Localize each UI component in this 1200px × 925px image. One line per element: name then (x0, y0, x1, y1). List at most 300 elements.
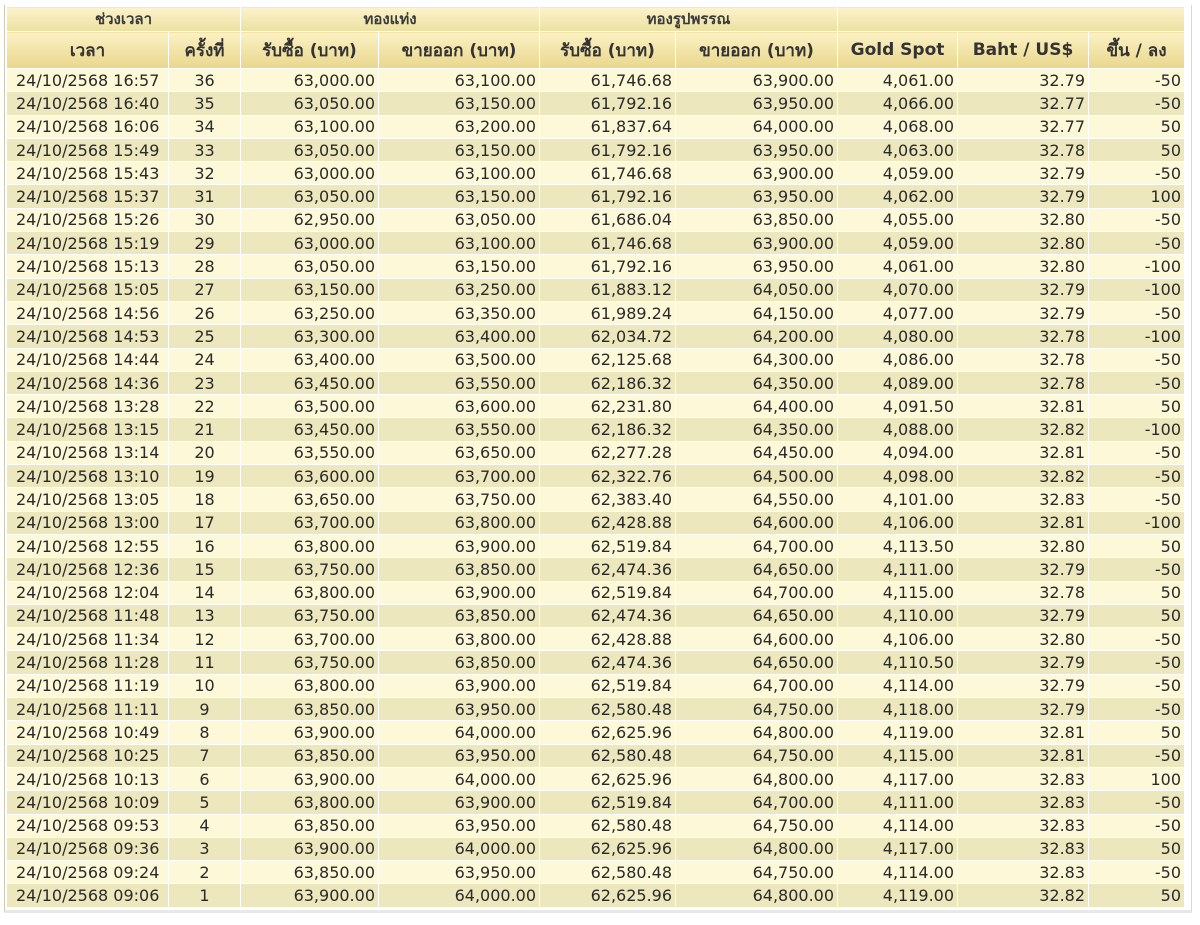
cell-time: 24/10/2568 09:36 (7, 837, 169, 860)
cell-ornament-sell: 64,800.00 (676, 767, 838, 790)
table-row (7, 115, 1185, 138)
cell-bar-sell: 63,600.00 (379, 395, 540, 418)
cell-bar-sell: 63,800.00 (379, 628, 540, 651)
cell-ornament-sell: 64,700.00 (676, 674, 838, 697)
cell-time: 24/10/2568 11:48 (7, 604, 169, 627)
cell-time: 24/10/2568 15:13 (7, 255, 169, 278)
cell-time: 24/10/2568 15:43 (7, 162, 169, 185)
cell-ornament-sell: 64,300.00 (676, 348, 838, 371)
cell-time: 24/10/2568 09:24 (7, 861, 169, 884)
cell-ornament-sell: 64,350.00 (676, 371, 838, 394)
cell-gold-spot: 4,080.00 (838, 325, 958, 348)
cell-bar-sell: 63,950.00 (379, 814, 540, 837)
header-group-row (7, 7, 1185, 32)
cell-bar-buy: 63,450.00 (241, 371, 379, 394)
cell-ornament-buy: 61,837.64 (540, 115, 676, 138)
cell-change: -100 (1089, 325, 1185, 348)
cell-round: 32 (169, 162, 241, 185)
cell-round: 17 (169, 511, 241, 534)
cell-bar-buy: 63,750.00 (241, 558, 379, 581)
cell-bar-sell: 63,350.00 (379, 301, 540, 324)
cell-gold-spot: 4,111.00 (838, 558, 958, 581)
cell-ornament-buy: 62,428.88 (540, 628, 676, 651)
cell-ornament-sell: 64,800.00 (676, 884, 838, 907)
cell-gold-spot: 4,106.00 (838, 511, 958, 534)
cell-time: 24/10/2568 10:49 (7, 721, 169, 744)
cell-gold-spot: 4,117.00 (838, 767, 958, 790)
cell-bar-buy: 63,750.00 (241, 604, 379, 627)
cell-ornament-buy: 62,580.48 (540, 698, 676, 721)
cell-ornament-sell: 64,600.00 (676, 628, 838, 651)
cell-round: 19 (169, 465, 241, 488)
cell-bar-buy: 63,150.00 (241, 278, 379, 301)
cell-ornament-buy: 61,989.24 (540, 301, 676, 324)
cell-ornament-buy: 62,125.68 (540, 348, 676, 371)
cell-bar-sell: 63,550.00 (379, 418, 540, 441)
header-group-time: ช่วงเวลา (7, 7, 241, 32)
cell-bar-sell: 63,900.00 (379, 581, 540, 604)
cell-ornament-sell: 63,950.00 (676, 255, 838, 278)
cell-change: 50 (1089, 604, 1185, 627)
cell-baht-usd: 32.78 (958, 348, 1089, 371)
cell-bar-sell: 63,950.00 (379, 698, 540, 721)
cell-round: 9 (169, 698, 241, 721)
cell-time: 24/10/2568 12:55 (7, 534, 169, 557)
cell-bar-sell: 63,400.00 (379, 325, 540, 348)
table-row (7, 837, 1185, 860)
table-row (7, 674, 1185, 697)
cell-round: 36 (169, 69, 241, 92)
cell-ornament-sell: 64,150.00 (676, 301, 838, 324)
cell-baht-usd: 32.78 (958, 371, 1089, 394)
cell-ornament-sell: 64,800.00 (676, 837, 838, 860)
cell-ornament-sell: 63,900.00 (676, 232, 838, 255)
cell-bar-buy: 63,850.00 (241, 698, 379, 721)
cell-gold-spot: 4,119.00 (838, 721, 958, 744)
cell-bar-sell: 64,000.00 (379, 767, 540, 790)
cell-bar-sell: 64,000.00 (379, 837, 540, 860)
cell-bar-sell: 63,250.00 (379, 278, 540, 301)
cell-round: 1 (169, 884, 241, 907)
cell-ornament-buy: 62,519.84 (540, 674, 676, 697)
table-row (7, 558, 1185, 581)
cell-gold-spot: 4,061.00 (838, 255, 958, 278)
cell-gold-spot: 4,077.00 (838, 301, 958, 324)
cell-change: -50 (1089, 698, 1185, 721)
cell-bar-buy: 63,300.00 (241, 325, 379, 348)
table-row (7, 534, 1185, 557)
table-row (7, 162, 1185, 185)
cell-change: -50 (1089, 371, 1185, 394)
cell-change: 50 (1089, 721, 1185, 744)
cell-gold-spot: 4,089.00 (838, 371, 958, 394)
cell-bar-buy: 63,900.00 (241, 837, 379, 860)
cell-round: 31 (169, 185, 241, 208)
cell-ornament-buy: 62,383.40 (540, 488, 676, 511)
cell-baht-usd: 32.80 (958, 208, 1089, 231)
cell-baht-usd: 32.79 (958, 558, 1089, 581)
cell-baht-usd: 32.82 (958, 884, 1089, 907)
cell-baht-usd: 32.79 (958, 278, 1089, 301)
cell-ornament-sell: 64,450.00 (676, 441, 838, 464)
cell-ornament-sell: 64,400.00 (676, 395, 838, 418)
cell-baht-usd: 32.78 (958, 325, 1089, 348)
cell-bar-sell: 63,850.00 (379, 604, 540, 627)
cell-time: 24/10/2568 10:13 (7, 767, 169, 790)
cell-ornament-sell: 63,950.00 (676, 138, 838, 161)
cell-time: 24/10/2568 15:37 (7, 185, 169, 208)
header-column-row (7, 32, 1185, 69)
cell-change: -50 (1089, 232, 1185, 255)
cell-round: 6 (169, 767, 241, 790)
cell-round: 5 (169, 791, 241, 814)
cell-bar-buy: 63,650.00 (241, 488, 379, 511)
header-ornament-buy: รับซื้อ (บาท) (540, 32, 676, 69)
cell-baht-usd: 32.79 (958, 69, 1089, 92)
cell-ornament-buy: 62,519.84 (540, 581, 676, 604)
cell-bar-sell: 63,500.00 (379, 348, 540, 371)
cell-round: 24 (169, 348, 241, 371)
cell-time: 24/10/2568 15:19 (7, 232, 169, 255)
cell-bar-buy: 63,850.00 (241, 814, 379, 837)
cell-bar-sell: 63,850.00 (379, 558, 540, 581)
cell-bar-buy: 63,050.00 (241, 185, 379, 208)
cell-change: -50 (1089, 628, 1185, 651)
cell-gold-spot: 4,059.00 (838, 232, 958, 255)
cell-change: -100 (1089, 511, 1185, 534)
cell-bar-sell: 63,100.00 (379, 232, 540, 255)
cell-ornament-sell: 63,900.00 (676, 162, 838, 185)
cell-ornament-buy: 62,231.80 (540, 395, 676, 418)
cell-round: 28 (169, 255, 241, 278)
cell-change: -50 (1089, 674, 1185, 697)
cell-gold-spot: 4,068.00 (838, 115, 958, 138)
cell-change: -100 (1089, 418, 1185, 441)
cell-time: 24/10/2568 15:26 (7, 208, 169, 231)
table-row (7, 488, 1185, 511)
table-row (7, 301, 1185, 324)
cell-time: 24/10/2568 13:14 (7, 441, 169, 464)
cell-round: 27 (169, 278, 241, 301)
cell-time: 24/10/2568 14:53 (7, 325, 169, 348)
cell-change: -50 (1089, 558, 1185, 581)
cell-bar-sell: 63,950.00 (379, 744, 540, 767)
cell-gold-spot: 4,117.00 (838, 837, 958, 860)
cell-time: 24/10/2568 16:06 (7, 115, 169, 138)
cell-round: 20 (169, 441, 241, 464)
cell-bar-sell: 63,150.00 (379, 92, 540, 115)
cell-bar-buy: 63,000.00 (241, 162, 379, 185)
cell-ornament-sell: 64,000.00 (676, 115, 838, 138)
cell-gold-spot: 4,113.50 (838, 534, 958, 557)
cell-baht-usd: 32.82 (958, 465, 1089, 488)
table-row (7, 371, 1185, 394)
table-row (7, 651, 1185, 674)
cell-time: 24/10/2568 11:19 (7, 674, 169, 697)
cell-baht-usd: 32.79 (958, 651, 1089, 674)
cell-time: 24/10/2568 13:00 (7, 511, 169, 534)
table-row (7, 232, 1185, 255)
cell-bar-sell: 63,150.00 (379, 185, 540, 208)
cell-bar-buy: 62,950.00 (241, 208, 379, 231)
cell-gold-spot: 4,114.00 (838, 674, 958, 697)
table-row (7, 208, 1185, 231)
header-ornament-sell: ขายออก (บาท) (676, 32, 838, 69)
cell-bar-buy: 63,700.00 (241, 511, 379, 534)
cell-bar-buy: 63,700.00 (241, 628, 379, 651)
cell-change: 50 (1089, 884, 1185, 907)
cell-time: 24/10/2568 15:05 (7, 278, 169, 301)
cell-bar-buy: 63,850.00 (241, 861, 379, 884)
header-gold-spot: Gold Spot (838, 32, 958, 69)
table-row (7, 698, 1185, 721)
cell-baht-usd: 32.81 (958, 441, 1089, 464)
cell-round: 21 (169, 418, 241, 441)
cell-gold-spot: 4,114.00 (838, 814, 958, 837)
cell-change: 50 (1089, 138, 1185, 161)
cell-change: -50 (1089, 651, 1185, 674)
cell-change: -50 (1089, 162, 1185, 185)
cell-gold-spot: 4,091.50 (838, 395, 958, 418)
cell-bar-buy: 63,600.00 (241, 465, 379, 488)
cell-gold-spot: 4,115.00 (838, 744, 958, 767)
cell-bar-sell: 63,900.00 (379, 674, 540, 697)
cell-change: -50 (1089, 814, 1185, 837)
cell-ornament-sell: 64,750.00 (676, 698, 838, 721)
header-group-gold-bar: ทองแท่ง (241, 7, 540, 32)
cell-ornament-buy: 62,519.84 (540, 791, 676, 814)
cell-ornament-buy: 62,625.96 (540, 837, 676, 860)
table-row (7, 581, 1185, 604)
cell-time: 24/10/2568 09:53 (7, 814, 169, 837)
cell-ornament-sell: 64,050.00 (676, 278, 838, 301)
cell-change: 50 (1089, 837, 1185, 860)
table-row (7, 278, 1185, 301)
cell-gold-spot: 4,111.00 (838, 791, 958, 814)
cell-ornament-buy: 61,746.68 (540, 232, 676, 255)
cell-time: 24/10/2568 16:57 (7, 69, 169, 92)
cell-round: 25 (169, 325, 241, 348)
cell-baht-usd: 32.81 (958, 744, 1089, 767)
cell-bar-sell: 63,800.00 (379, 511, 540, 534)
cell-bar-sell: 63,150.00 (379, 255, 540, 278)
cell-baht-usd: 32.80 (958, 534, 1089, 557)
cell-ornament-sell: 64,550.00 (676, 488, 838, 511)
table-row (7, 348, 1185, 371)
cell-ornament-buy: 62,625.96 (540, 767, 676, 790)
cell-round: 13 (169, 604, 241, 627)
cell-change: 100 (1089, 767, 1185, 790)
header-time: เวลา (7, 32, 169, 69)
cell-baht-usd: 32.77 (958, 115, 1089, 138)
cell-bar-sell: 63,850.00 (379, 651, 540, 674)
cell-round: 34 (169, 115, 241, 138)
table-row (7, 861, 1185, 884)
cell-round: 12 (169, 628, 241, 651)
cell-ornament-sell: 64,600.00 (676, 511, 838, 534)
table-row (7, 395, 1185, 418)
cell-baht-usd: 32.79 (958, 604, 1089, 627)
cell-ornament-buy: 62,625.96 (540, 721, 676, 744)
cell-bar-buy: 63,800.00 (241, 534, 379, 557)
cell-time: 24/10/2568 11:34 (7, 628, 169, 651)
cell-ornament-sell: 63,900.00 (676, 69, 838, 92)
header-group-blank (838, 7, 1185, 32)
cell-round: 29 (169, 232, 241, 255)
cell-ornament-buy: 62,474.36 (540, 651, 676, 674)
cell-change: -50 (1089, 465, 1185, 488)
cell-change: 50 (1089, 395, 1185, 418)
table-row (7, 767, 1185, 790)
cell-time: 24/10/2568 14:44 (7, 348, 169, 371)
cell-ornament-buy: 61,792.16 (540, 185, 676, 208)
cell-gold-spot: 4,061.00 (838, 69, 958, 92)
cell-bar-buy: 63,800.00 (241, 581, 379, 604)
cell-bar-buy: 63,000.00 (241, 69, 379, 92)
table-row (7, 255, 1185, 278)
cell-ornament-buy: 61,792.16 (540, 138, 676, 161)
table-row (7, 465, 1185, 488)
cell-time: 24/10/2568 13:05 (7, 488, 169, 511)
cell-gold-spot: 4,118.00 (838, 698, 958, 721)
header-group-gold-ornament: ทองรูปพรรณ (540, 7, 838, 32)
gold-price-history-table (6, 6, 1185, 908)
table-body (7, 69, 1185, 908)
cell-time: 24/10/2568 14:36 (7, 371, 169, 394)
cell-ornament-buy: 61,883.12 (540, 278, 676, 301)
cell-round: 26 (169, 301, 241, 324)
cell-baht-usd: 32.83 (958, 767, 1089, 790)
table-row (7, 744, 1185, 767)
cell-change: -50 (1089, 208, 1185, 231)
cell-ornament-sell: 63,950.00 (676, 92, 838, 115)
cell-gold-spot: 4,098.00 (838, 465, 958, 488)
cell-gold-spot: 4,062.00 (838, 185, 958, 208)
cell-bar-sell: 63,200.00 (379, 115, 540, 138)
cell-ornament-buy: 62,474.36 (540, 558, 676, 581)
table-row (7, 69, 1185, 92)
cell-ornament-sell: 64,700.00 (676, 534, 838, 557)
cell-time: 24/10/2568 12:04 (7, 581, 169, 604)
cell-round: 10 (169, 674, 241, 697)
cell-round: 3 (169, 837, 241, 860)
cell-ornament-buy: 62,580.48 (540, 814, 676, 837)
cell-bar-sell: 64,000.00 (379, 884, 540, 907)
table-row (7, 325, 1185, 348)
cell-bar-buy: 63,250.00 (241, 301, 379, 324)
header-bar-buy: รับซื้อ (บาท) (241, 32, 379, 69)
cell-gold-spot: 4,119.00 (838, 884, 958, 907)
table-row (7, 791, 1185, 814)
cell-ornament-buy: 62,474.36 (540, 604, 676, 627)
table-row (7, 814, 1185, 837)
cell-bar-buy: 63,500.00 (241, 395, 379, 418)
cell-ornament-sell: 64,200.00 (676, 325, 838, 348)
cell-bar-sell: 63,950.00 (379, 861, 540, 884)
cell-gold-spot: 4,115.00 (838, 581, 958, 604)
table-row (7, 185, 1185, 208)
cell-gold-spot: 4,070.00 (838, 278, 958, 301)
cell-ornament-sell: 64,350.00 (676, 418, 838, 441)
cell-round: 30 (169, 208, 241, 231)
cell-bar-buy: 63,450.00 (241, 418, 379, 441)
cell-change: -100 (1089, 278, 1185, 301)
table-row (7, 441, 1185, 464)
cell-change: 100 (1089, 185, 1185, 208)
cell-round: 18 (169, 488, 241, 511)
cell-baht-usd: 32.80 (958, 628, 1089, 651)
cell-change: 50 (1089, 115, 1185, 138)
cell-ornament-sell: 64,700.00 (676, 791, 838, 814)
cell-bar-sell: 63,150.00 (379, 138, 540, 161)
cell-bar-sell: 63,700.00 (379, 465, 540, 488)
cell-time: 24/10/2568 10:25 (7, 744, 169, 767)
cell-ornament-buy: 61,792.16 (540, 92, 676, 115)
cell-time: 24/10/2568 09:06 (7, 884, 169, 907)
cell-gold-spot: 4,106.00 (838, 628, 958, 651)
table-row (7, 721, 1185, 744)
cell-ornament-sell: 63,950.00 (676, 185, 838, 208)
table-row (7, 604, 1185, 627)
cell-baht-usd: 32.79 (958, 698, 1089, 721)
cell-bar-buy: 63,800.00 (241, 791, 379, 814)
cell-ornament-sell: 64,750.00 (676, 814, 838, 837)
cell-bar-buy: 63,800.00 (241, 674, 379, 697)
cell-change: -50 (1089, 791, 1185, 814)
cell-gold-spot: 4,063.00 (838, 138, 958, 161)
cell-change: -50 (1089, 441, 1185, 464)
cell-round: 16 (169, 534, 241, 557)
cell-round: 4 (169, 814, 241, 837)
cell-bar-sell: 63,050.00 (379, 208, 540, 231)
table-row (7, 628, 1185, 651)
header-bar-sell: ขายออก (บาท) (379, 32, 540, 69)
cell-baht-usd: 32.79 (958, 301, 1089, 324)
cell-baht-usd: 32.83 (958, 814, 1089, 837)
table-row (7, 418, 1185, 441)
cell-round: 33 (169, 138, 241, 161)
cell-round: 14 (169, 581, 241, 604)
table-row (7, 511, 1185, 534)
cell-round: 2 (169, 861, 241, 884)
cell-ornament-buy: 62,186.32 (540, 371, 676, 394)
cell-ornament-sell: 63,850.00 (676, 208, 838, 231)
cell-change: -50 (1089, 301, 1185, 324)
cell-ornament-buy: 62,580.48 (540, 744, 676, 767)
cell-round: 23 (169, 371, 241, 394)
header-baht-usd: Baht / US$ (958, 32, 1089, 69)
cell-baht-usd: 32.79 (958, 185, 1089, 208)
cell-time: 24/10/2568 14:56 (7, 301, 169, 324)
cell-bar-sell: 63,900.00 (379, 791, 540, 814)
cell-ornament-buy: 61,792.16 (540, 255, 676, 278)
cell-bar-buy: 63,050.00 (241, 138, 379, 161)
cell-baht-usd: 32.78 (958, 581, 1089, 604)
cell-gold-spot: 4,110.00 (838, 604, 958, 627)
cell-baht-usd: 32.81 (958, 395, 1089, 418)
cell-ornament-sell: 64,650.00 (676, 604, 838, 627)
cell-bar-sell: 63,550.00 (379, 371, 540, 394)
table-row (7, 884, 1185, 907)
cell-bar-buy: 63,900.00 (241, 721, 379, 744)
cell-bar-buy: 63,000.00 (241, 232, 379, 255)
cell-time: 24/10/2568 12:36 (7, 558, 169, 581)
cell-bar-buy: 63,550.00 (241, 441, 379, 464)
cell-bar-buy: 63,850.00 (241, 744, 379, 767)
table-row (7, 92, 1185, 115)
cell-baht-usd: 32.81 (958, 511, 1089, 534)
header-change: ขึ้น / ลง (1089, 32, 1185, 69)
